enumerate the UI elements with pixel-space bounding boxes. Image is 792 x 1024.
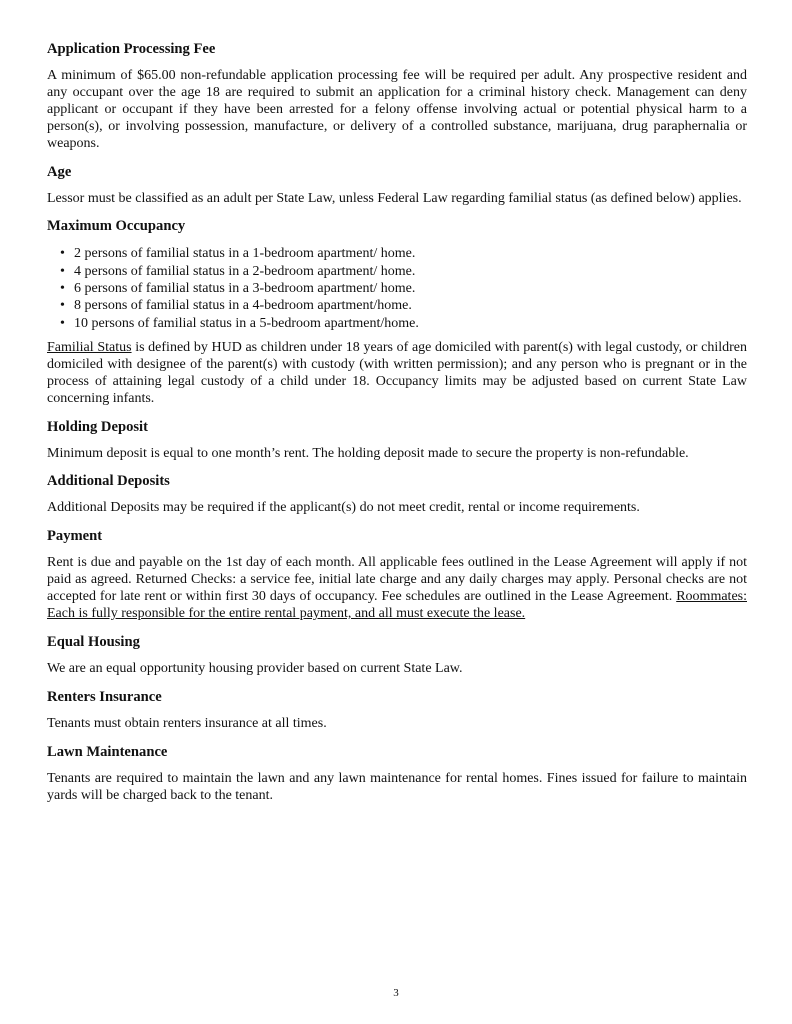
familial-status-paragraph bbox=[47, 340, 747, 408]
bullet-icon: • bbox=[60, 246, 65, 262]
section-body-renters-insurance: Tenants must obtain renters insurance at all times. bbox=[47, 715, 327, 731]
section-title-equal-housing: Equal Housing bbox=[47, 633, 140, 650]
list-item: • 2 persons of familial status in a 1-bedroom apartment/ home. bbox=[60, 246, 416, 262]
occupancy-list bbox=[47, 245, 747, 331]
section-title-payment: Payment bbox=[47, 528, 103, 545]
section-body-equal-housing: We are an equal opportunity housing provider based on current State Law. bbox=[47, 660, 463, 676]
familial-status-term: Familial Status bbox=[47, 339, 132, 355]
list-item: • 10 persons of familial status in a 5-bedroom apartment/home. bbox=[60, 315, 419, 331]
bullet-icon: • bbox=[60, 315, 65, 331]
familial-status-definition: is defined by HUD as children under 18 years of age domiciled with parent(s) with legal custody, or children domiciled with designee of the parent(s) with custody (with written permission); and any person who is pregnant or in the process of attaining legal custody of a child under 18. Occupancy limits may be adjusted based on current State Law concerning infants. bbox=[47, 339, 747, 406]
bullet-icon: • bbox=[60, 281, 65, 297]
section-body-lawn-maintenance: Tenants are required to maintain the lawn and any lawn maintenance for rental homes. Fines issued for failure to maintain yards will be charged back to the tenant. bbox=[47, 770, 747, 803]
roommates-clause: Roommates: Each is fully responsible for the entire rental payment, and all must execute the lease. bbox=[47, 589, 747, 622]
section-title-age: Age bbox=[47, 163, 72, 180]
section-title-renters-insurance: Renters Insurance bbox=[47, 688, 162, 705]
section-title-application-fee: Application Processing Fee bbox=[47, 41, 216, 57]
section-body-age: Lessor must be classified as an adult per State Law, unless Federal Law regarding familial status (as defined below) applies. bbox=[47, 190, 742, 206]
list-item: • 8 persons of familial status in a 4-bedroom apartment/home. bbox=[60, 298, 412, 314]
bullet-icon: • bbox=[60, 263, 65, 279]
section-body-payment bbox=[47, 555, 747, 623]
section-body-application-fee: A minimum of $65.00 non-refundable application processing fee will be required per adult. Any prospective resident and any occupant over the age 18 are required to submit an application for a criminal history check. Management can deny applicant or occupant if they have been arrested for a felony offense involving actual or potential physical harm to a person(s), or involving possession, manufacture, or delivery of a controlled substance, marijuana, drug paraphernalia or weapons. bbox=[47, 68, 747, 151]
payment-text: Rent is due and payable on the 1st day of each month. All applicable fees outlined in the Lease Agreement will apply if not paid as agreed. Returned Checks: a service fee, initial late charge and any daily charges may apply. Personal checks are not accepted for late rent or within first 30 days of occupancy. Fee schedules are outlined in the Lease Agreement. bbox=[47, 555, 747, 605]
section-title-max-occupancy: Maximum Occupancy bbox=[47, 218, 186, 235]
section-body-additional-deposits: Additional Deposits may be required if the applicant(s) do not meet credit, rental or income requirements. bbox=[47, 500, 640, 516]
section-title-additional-deposits: Additional Deposits bbox=[47, 473, 170, 490]
document-page bbox=[47, 40, 747, 815]
list-item: • 4 persons of familial status in a 2-bedroom apartment/ home. bbox=[60, 263, 416, 279]
section-title-lawn-maintenance: Lawn Maintenance bbox=[47, 743, 168, 760]
page-number: 3 bbox=[393, 987, 399, 999]
bullet-icon: • bbox=[60, 298, 65, 314]
section-body-holding-deposit: Minimum deposit is equal to one month’s rent. The holding deposit made to secure the property is non-refundable. bbox=[47, 445, 689, 461]
list-item: • 6 persons of familial status in a 3-bedroom apartment/ home. bbox=[60, 281, 416, 297]
section-title-holding-deposit: Holding Deposit bbox=[47, 418, 148, 435]
